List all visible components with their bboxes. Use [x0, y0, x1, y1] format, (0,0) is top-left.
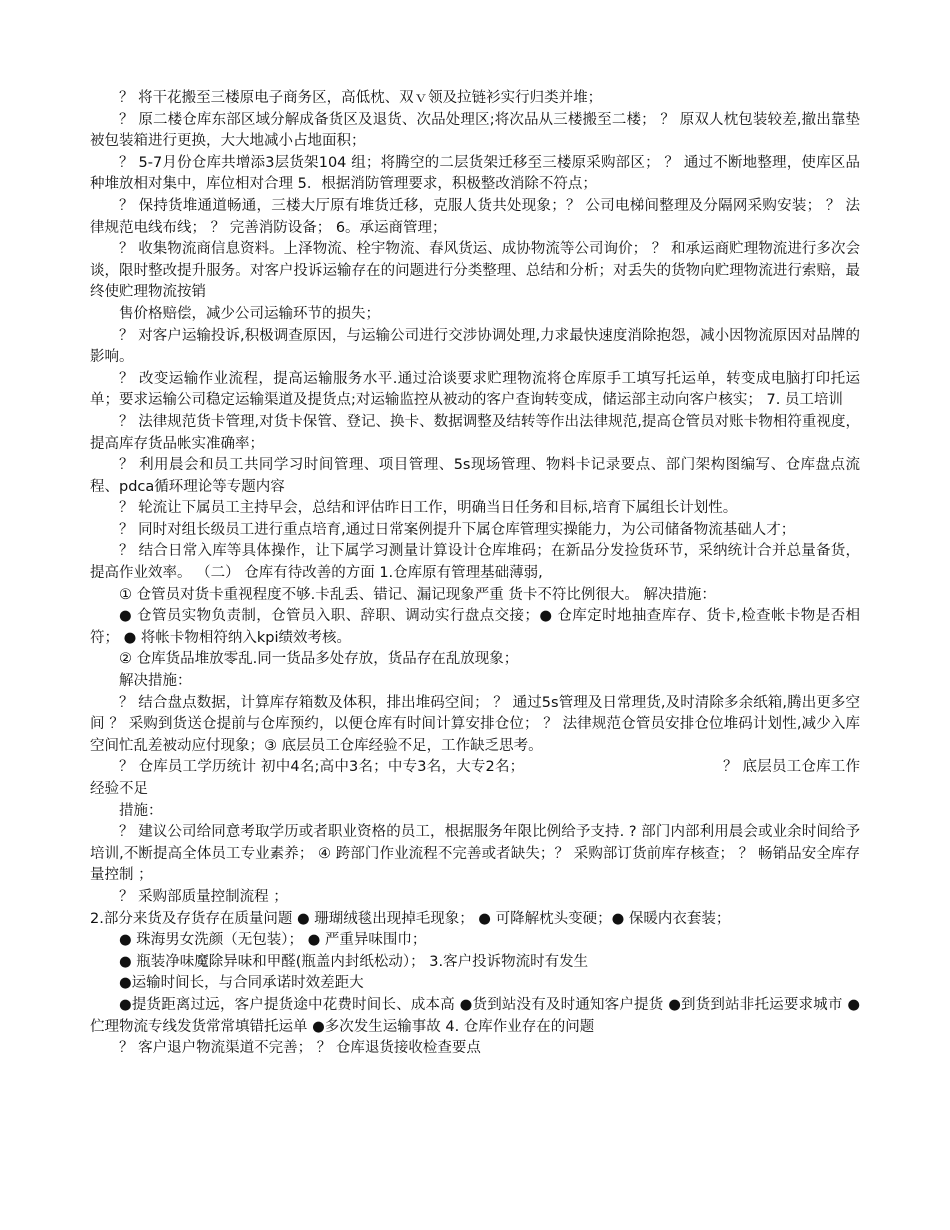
- body-paragraph: 解决措施：: [119, 673, 192, 690]
- body-paragraph: ？ 同时对组长级员工进行重点培育,通过日常案例提升下属仓库管理实操能力，为公司储备物流基础人才；: [119, 521, 796, 538]
- body-paragraph: ？ 将干花搬至三楼原电子商务区，高低枕、双ｖ领及拉链衫实行归类并堆；: [119, 90, 603, 106]
- body-paragraph: ① 仓管员对货卡重视程度不够.卡乱丢、错记、漏记现象严重 货卡不符比例很大。 解决措施：: [119, 586, 716, 603]
- body-paragraph: ？ 建议公司给同意考取学历或者职业资格的员工，根据服务年限比例给予支持. ? 部门内部利用晨会或业余时间给予培训,不断提高全体员工专业素养； ④ 跨部门作业流程不完善或者缺失；？ 采购部订货前库存核查； ？ 畅销品安全库存量控制 ；: [90, 824, 860, 884]
- body-paragraph: ● 仓管员实物负责制，仓管员入职、辞职、调动实行盘点交接；● 仓库定时地抽查库存、货卡,检查帐卡物是否相符； ● 将帐卡物相符纳入kpi绩效考核。: [90, 608, 860, 646]
- body-paragraph: ？ 原二楼仓库东部区域分解成备货区及退货、次品处理区;将次品从三楼搬至二楼； ？ 原双人枕包装较差,撤出靠垫被包装箱进行更换，大大地减小占地面积；: [90, 111, 860, 150]
- body-paragraph: 2.部分来货及存货存在质量问题 ● 珊瑚绒毯出现掉毛现象； ● 可降解枕头变硬；● 保暖内衣套装；: [90, 910, 731, 927]
- body-paragraph: ？ 5-7月份仓库共增添3层货架104 组；将腾空的二层货架迁移至三楼原采购部区； ？ 通过不断地整理，使库区品种堆放相对集中，库位相对合理 5．根据消防管理要求，积极整改消除不符点；: [90, 154, 860, 193]
- body-paragraph: ？ 客户退户物流渠道不完善； ？ 仓库退货接收检查要点: [119, 1040, 481, 1057]
- body-paragraph: ？ 保持货堆通道畅通，三楼大厅原有堆货迁移，克服人货共处现象；？ 公司电梯间整理及分隔网采购安装； ？ 法律规范电线布线； ？ 完善消防设备； 6。承运商管理；: [90, 197, 860, 236]
- body-paragraph: ？ 采购部质量控制流程 ；: [119, 888, 288, 905]
- body-paragraph: ？ 对客户运输投诉,积极调查原因，与运输公司进行交涉协调处理,力求最快速度消除抱怨，减小因物流原因对品牌的影响。: [90, 327, 860, 366]
- body-paragraph: ② 仓库货品堆放零乱.同一货品多处存放，货品存在乱放现象；: [119, 651, 519, 668]
- body-paragraph: ● 瓶装净味魔除异味和甲醛(瓶盖内封纸松动）； 3.客户投诉物流时有发生: [119, 953, 589, 970]
- body-paragraph: ？ 仓库员工学历统计 初中4名;高中3名；中专3名，大专2名； ？ 底层员工仓库工作经验不足: [90, 759, 860, 797]
- body-paragraph: ？ 法律规范货卡管理,对货卡保管、登记、换卡、数据调整及结转等作出法律规范,提高仓管员对账卡物相符重视度，提高库存货品帐实准确率；: [90, 413, 860, 452]
- body-paragraph: ● 珠海男女洗颜（无包装）； ● 严重异味围巾；: [119, 932, 427, 949]
- body-paragraph: 售价格赔偿，减少公司运输环节的损失；: [119, 305, 380, 322]
- body-paragraph: ？ 利用晨会和员工共同学习时间管理、项目管理、5s现场管理、物料卡记录要点、部门架构图编写、仓库盘点流程、pdca循环理论等专题内容: [90, 457, 860, 495]
- body-paragraph: ？ 改变运输作业流程，提高运输服务水平.通过洽谈要求贮理物流将仓库原手工填写托运单，转变成电脑打印托运单；要求运输公司稳定运输渠道及提货点;对运输监控从被动的客户查询转变成，储运部主动向客户核实； 7. 员工培训: [90, 370, 860, 409]
- body-paragraph: ●运输时间长，与合同承诺时效差距大: [119, 975, 364, 992]
- body-paragraph: ？ 结合盘点数据，计算库存箱数及体积，排出堆码空间； ？ 通过5s管理及日常理货,及时清除多余纸箱,腾出更多空间 ？ 采购到货送仓提前与仓库预约，以便仓库有时间计算安排仓位； ？ 法律规范仓管员安排仓位堆码计划性,减少入库空间忙乱差被动应付现象；③ 底层员工仓库经验不足，工作缺乏思考。: [90, 694, 860, 754]
- body-paragraph: ？ 收集物流商信息资料。上泽物流、栓宇物流、春风货运、成协物流等公司询价； ？ 和承运商贮理物流进行多次会谈，限时整改提升服务。对客户投诉运输存在的问题进行分类整理、总结和分析；对丢失的货物向贮理物流进行索赔，最终使贮理物流按销: [90, 241, 860, 301]
- body-paragraph: 措施：: [119, 802, 163, 819]
- body-paragraph: ？ 结合日常入库等具体操作，让下属学习测量计算设计仓库堆码；在新品分发捡货环节，采纳统计合并总量备货，提高作业效率。 （二） 仓库有待改善的方面 1.仓库原有管理基础薄弱,: [90, 543, 860, 582]
- body-paragraph: ●提货距离过远，客户提货途中花费时间长、成本高 ●货到站没有及时通知客户提货 ●到货到站非托运要求城市 ●伫理物流专线发货常常填错托运单 ●多次发生运输事故 4. 仓库作业存在的问题: [90, 996, 860, 1035]
- body-paragraph: ？ 轮流让下属员工主持早会，总结和评估昨日工作，明确当日任务和目标,培育下属组长计划性。: [119, 500, 738, 517]
